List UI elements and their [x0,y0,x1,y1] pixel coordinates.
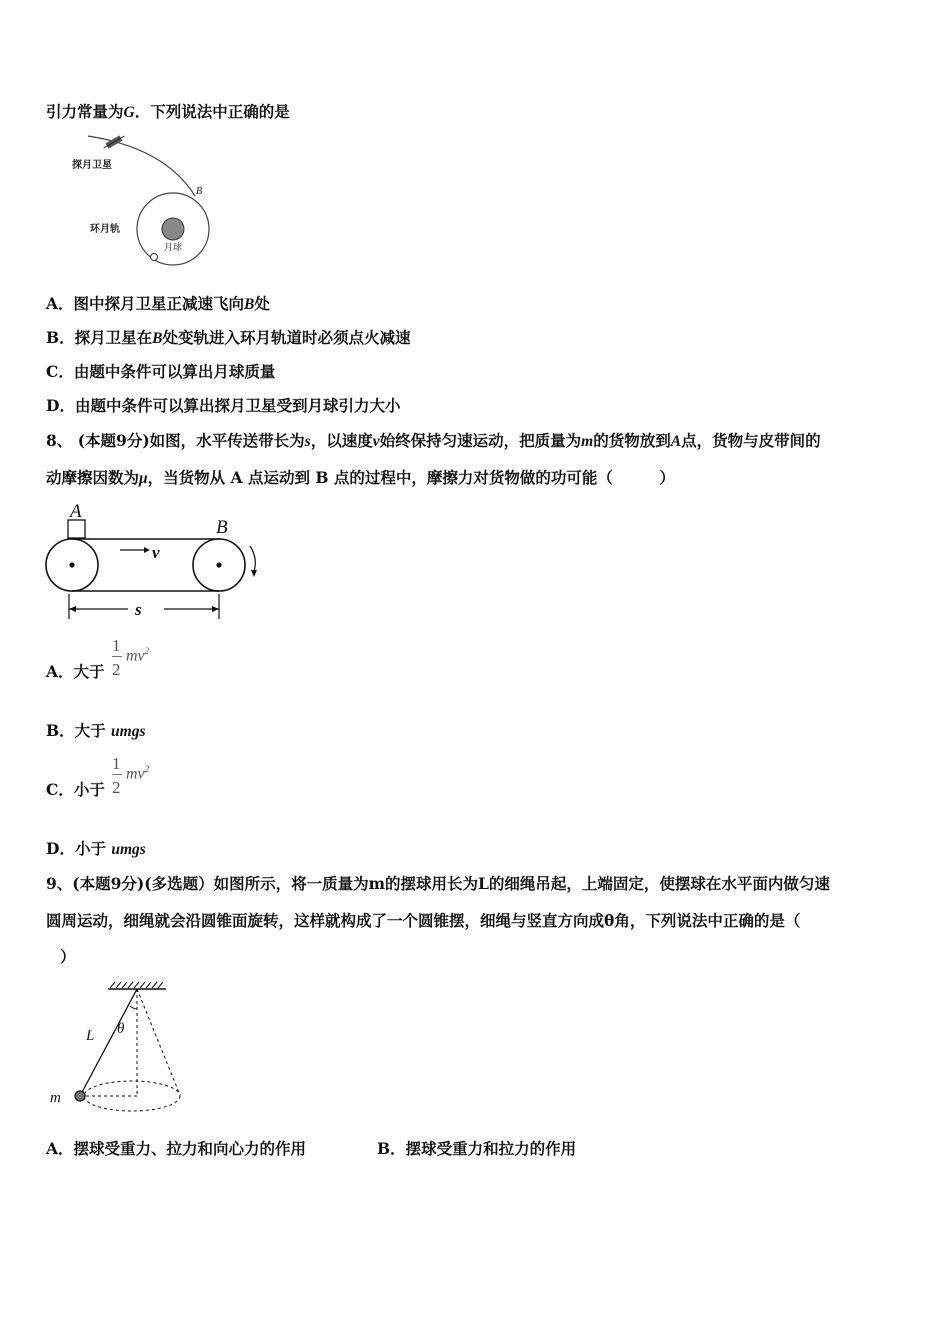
q7-option-d: D．由题中条件可以算出探月卫星受到月球引力大小 [46,396,401,415]
rotation-arrow-head [251,570,257,577]
ceiling-hatch [110,982,163,988]
q7-orbit-figure [70,128,230,268]
label-theta: θ [117,1021,125,1037]
cone-right-edge [137,989,180,1095]
q7-option-a: A．图中探月卫星正减速飞向B处 [46,294,270,313]
moon-label: 月球 [164,242,183,252]
rotation-arrow [250,546,255,572]
q9-option-b: B．摆球受重力和拉力的作用 [377,1139,577,1158]
right-pulley-center [216,562,221,567]
label-a: A [70,501,82,522]
orbit-point-small [151,254,158,261]
q8-stem-line2: 动摩擦因数为μ，当货物从 A 点运动到 B 点的过程中，摩擦力对货物做的功可能（ ） [46,468,675,487]
point-b-label: B [196,186,203,197]
satellite-icon [102,133,126,150]
left-pulley-center [69,562,74,567]
q9-stem-line2: 圆周运动，细绳就会沿圆锥面旋转，这样就构成了一个圆锥摆，细绳与竖直方向成θ角，下列说法中正确的是（ [46,911,801,930]
label-l: L [86,1028,95,1044]
cargo-box [68,520,85,538]
q8-option-c-fraction: 1 2 $mv^2$ [112,754,150,797]
q7-stem: 引力常量为G．下列说法中正确的是 [46,102,290,121]
q8-option-b: B．大于 umgs [46,721,146,740]
q9-option-a: A．摆球受重力、拉力和向心力的作用 [46,1139,307,1158]
pendulum-bob [75,1091,85,1101]
q8-conveyor-figure [40,498,270,623]
q8-option-a: A．大于 [46,662,105,681]
q8-option-a-fraction: 1 2 $mv^2$ [112,636,150,679]
label-s: s [135,600,142,619]
q9-stem-line3: ） [60,947,76,966]
s-dim-right-head [212,606,219,612]
satellite-label: 探月卫星 [72,160,112,171]
q8-option-c: C．小于 [46,780,105,799]
q8-option-d: D．小于 umgs [46,839,146,858]
s-dim-left-head [69,606,76,612]
label-v: v [152,543,160,562]
q8-stem-line1: 8、 (本题9分)如图，水平传送带长为s，以速度v始终保持匀速运动，把质量为m的货物放到A点，货物与皮带间的 [46,431,821,450]
velocity-arrow-head [144,547,150,553]
q9-stem-line1: 9、(本题9分)(多选题）如图所示，将一质量为m的摆球用长为L的细绳吊起，上端固定，使摆球在水平面内做匀速 [46,874,830,893]
label-b: B [216,517,228,538]
q9-pendulum-figure [44,978,194,1118]
q7-option-b: B．探月卫星在B处变轨进入环月轨道时必须点火减速 [46,328,411,347]
label-m: m [50,1090,61,1106]
q7-option-c: C．由题中条件可以算出月球质量 [46,362,276,381]
orbit-label: 环月轨 [90,224,120,235]
moon-circle [162,218,184,240]
theta-arc [130,1006,137,1009]
